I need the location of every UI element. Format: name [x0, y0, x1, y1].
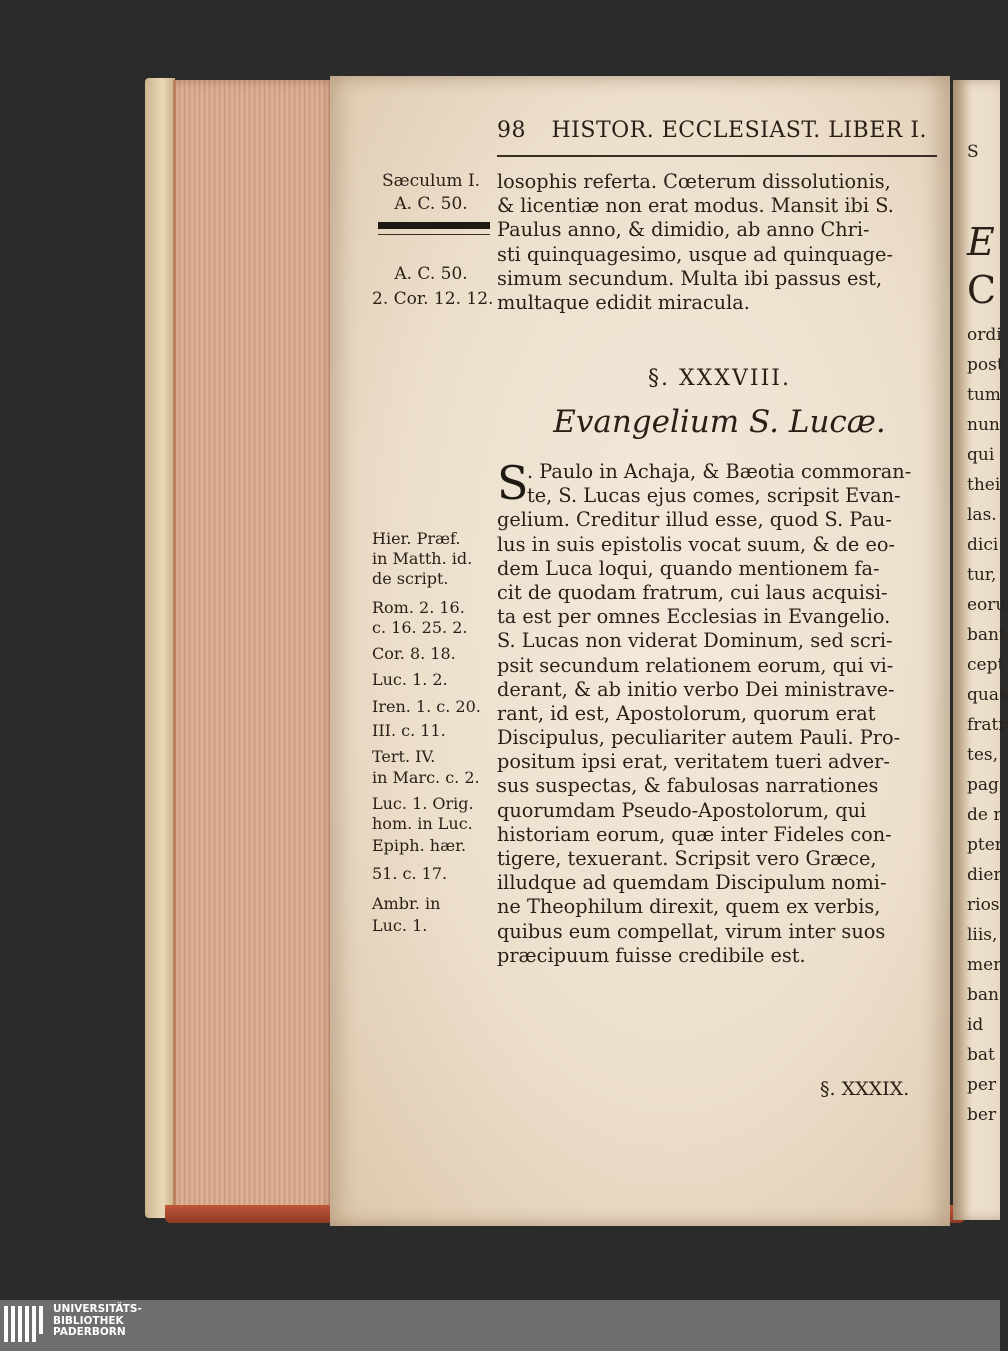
text-line: . Paulo in Achaja, & Bæotia commoran- — [527, 460, 912, 483]
margin-note: Luc. 1. — [372, 916, 428, 935]
margin-era-line: Sæculum I. — [381, 171, 481, 191]
margin-note: in Matth. id. — [372, 549, 473, 568]
margin-note: Rom. 2. 16. — [372, 598, 465, 617]
text-line: positum ipsi erat, veritatem tueri adver- — [497, 750, 890, 774]
text-line: sus suspectas, & fabulosas narrationes — [497, 774, 879, 798]
next-page-fragment: tur, — [967, 565, 997, 585]
next-page-fragment: ber — [967, 1105, 997, 1125]
next-page-fragment: qui — [967, 445, 995, 465]
margin-note: Luc. 1. Orig. — [372, 794, 474, 813]
text-line: derant, & ab initio verbo Dei ministrave- — [497, 677, 895, 701]
text-line: quibus eum compellat, virum inter suos — [497, 919, 886, 943]
margin-note: Cor. 8. 18. — [372, 644, 456, 663]
next-page-fragment: thei — [967, 475, 1001, 495]
text-line: ne Theophilum direxit, quem ex verbis, — [497, 895, 881, 919]
next-page-fragment: rios — [967, 895, 1000, 915]
next-page-fragment: eoru — [967, 595, 1007, 615]
drop-cap: S — [497, 456, 529, 510]
next-page-fragment: E — [967, 220, 995, 264]
text-line: historiam eorum, quæ inter Fideles con- — [497, 822, 892, 846]
next-page-fragment: fratr — [967, 715, 1007, 735]
margin-note: in Marc. c. 2. — [372, 768, 480, 787]
catchword: §. XXXIX. — [820, 1078, 910, 1100]
text-line: lus in suis epistolis vocat suum, & de eo- — [497, 532, 896, 556]
text-line: gelium. Creditur illud esse, quod S. Pau- — [497, 508, 892, 532]
text-line: te, S. Lucas ejus comes, scripsit Evan- — [527, 484, 901, 508]
next-page-fragment: S — [967, 142, 979, 162]
margin-note: III. c. 11. — [372, 721, 446, 740]
section-title: Evangelium S. Lucæ. — [553, 404, 886, 440]
margin-note: A. C. 50. — [394, 264, 468, 284]
text-line: sti quinquagesimo, usque ad quinquage- — [497, 242, 893, 266]
next-page-fragment: tes, — [967, 745, 999, 765]
margin-note: Luc. 1. 2. — [372, 670, 448, 689]
margin-note: hom. in Luc. — [372, 814, 473, 833]
library-name — [53, 1304, 142, 1339]
next-page-fragment: id — [967, 1015, 984, 1035]
next-page-fragment: C — [967, 268, 997, 312]
text-line: illudque ad quemdam Discipulum nomi- — [497, 871, 887, 895]
text-line: Paulus anno, & dimidio, ab anno Chri- — [497, 218, 870, 242]
next-page-fragment: las. — [967, 505, 997, 525]
text-line: psit secundum relationem eorum, qui vi- — [497, 653, 894, 677]
page-block-edge — [173, 80, 336, 1215]
text-line: cit de quodam fratrum, cui laus acquisi- — [497, 580, 888, 604]
next-page-fragment: bat — [967, 1045, 995, 1065]
section-number: §. XXXVIII. — [648, 366, 791, 391]
paragraph-1 — [497, 170, 942, 315]
margin-note: Hier. Præf. — [372, 529, 461, 548]
next-page-fragment: pter — [967, 835, 1003, 855]
next-page-fragment: post — [967, 355, 1004, 375]
next-page-fragment: bant — [967, 625, 1006, 645]
margin-thick-rule — [378, 222, 490, 229]
running-title: HISTOR. ECCLESIAST. LIBER I. — [551, 118, 928, 143]
margin-era — [372, 170, 490, 216]
margin-note: Epiph. hær. — [372, 836, 467, 855]
book-cover-edge — [145, 78, 175, 1218]
text-line: losophis referta. Cœterum dissolutionis, — [497, 170, 891, 193]
library-name-line: UNIVERSITÄTS- — [53, 1303, 142, 1315]
text-line: quorumdam Pseudo-Apostolorum, qui — [497, 798, 867, 822]
next-page-fragment: ban — [967, 985, 999, 1005]
text-line: tigere, texuerant. Scripsit vero Græce, — [497, 847, 877, 870]
text-line: Discipulus, peculiariter autem Pauli. Pro- — [497, 726, 901, 750]
page-number: 98 — [497, 118, 526, 143]
paragraph-2 — [497, 456, 942, 968]
next-page-fragment: dier — [967, 865, 1002, 885]
head-rule — [497, 155, 937, 157]
text-line: dem Luca loqui, quando mentionem fa- — [497, 556, 880, 580]
next-page-fragment: cept — [967, 655, 1005, 675]
next-page-fragment: liis, — [967, 925, 998, 945]
right-page-fragment — [953, 80, 1008, 1220]
margin-note: de script. — [372, 569, 449, 588]
text-line: præcipuum fuisse credibile est. — [497, 943, 806, 967]
next-page-fragment: nun — [967, 415, 1000, 435]
margin-note: Ambr. in — [372, 894, 441, 913]
next-page-fragment: quas — [967, 685, 1008, 705]
library-name-line: PADERBORN — [53, 1326, 126, 1338]
library-logo-icon — [4, 1306, 48, 1342]
text-line: S. Lucas non viderat Dominum, sed scri- — [497, 629, 893, 653]
text-line: & licentiæ non erat modus. Mansit ibi S. — [497, 194, 894, 218]
text-line: multaque edidit miracula. — [497, 290, 750, 314]
margin-note: Iren. 1. c. 20. — [372, 697, 481, 716]
margin-note: 2. Cor. 12. 12. — [372, 289, 494, 309]
margin-thin-rule — [378, 234, 490, 235]
next-page-fragment: per — [967, 1075, 997, 1095]
text-line: simum secundum. Multa ibi passus est, — [497, 266, 883, 290]
running-head — [497, 118, 937, 143]
next-page-fragment: ordi — [967, 325, 1002, 345]
next-page-fragment: mer — [967, 955, 1002, 975]
margin-era-line: A. C. 50. — [394, 194, 468, 214]
next-page-fragment: dici — [967, 535, 999, 555]
margin-note: 51. c. 17. — [372, 864, 448, 883]
margin-note: Tert. IV. — [372, 747, 436, 766]
library-name-line: BIBLIOTHEK — [53, 1314, 124, 1327]
next-page-fragment: pag — [967, 775, 999, 795]
next-page-fragment: tum — [967, 385, 1001, 405]
next-page-fragment: de r — [967, 805, 1002, 825]
margin-note: c. 16. 25. 2. — [372, 618, 468, 637]
text-line: ta est per omnes Ecclesias in Evangelio. — [497, 605, 891, 629]
library-footer — [0, 1300, 1000, 1351]
text-line: rant, id est, Apostolorum, quorum erat — [497, 701, 876, 725]
